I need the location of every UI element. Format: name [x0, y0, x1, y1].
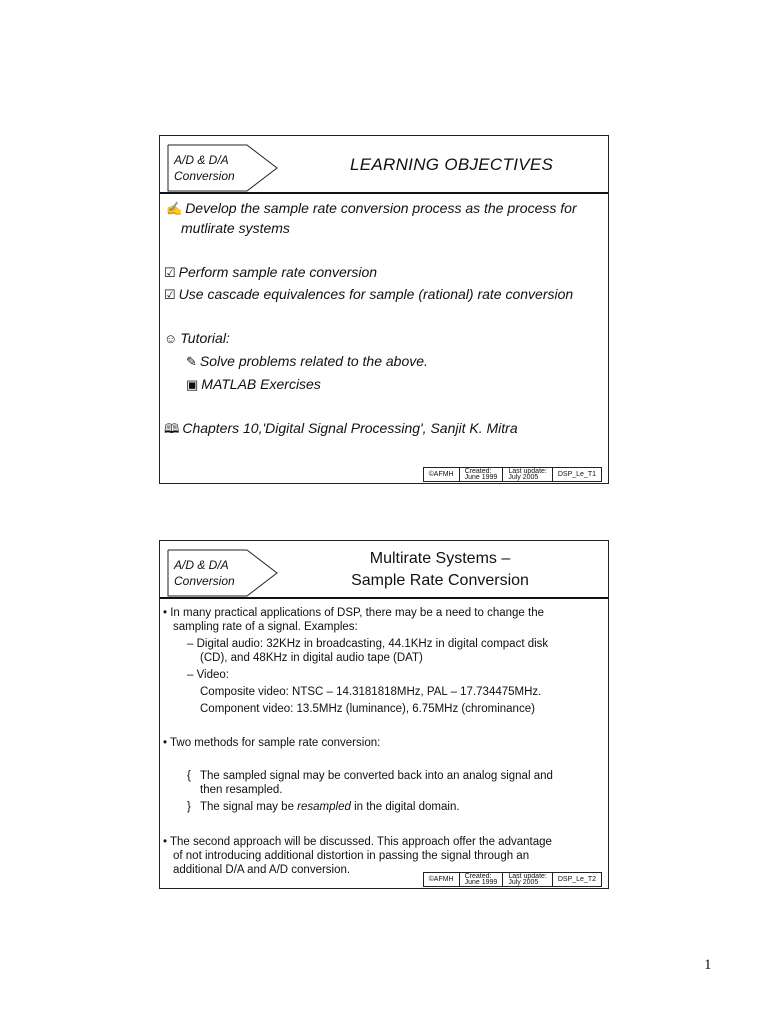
tag-line-1: A/D & D/A	[174, 153, 229, 167]
slide-1	[159, 135, 609, 484]
computer-icon: ▣	[186, 377, 199, 392]
checkbox-checked-icon: ☑	[164, 265, 176, 280]
footer-updated-label: Last update:	[508, 872, 547, 880]
smiley-icon: ☺	[164, 331, 178, 346]
footer-slide-id: DSP_Le_T1	[552, 468, 601, 481]
footer-slide-id: DSP_Le_T2	[552, 873, 601, 886]
footer-copyright: ©AFMH	[428, 471, 454, 478]
objective-line-1: Develop the sample rate conversion process as the process for	[185, 200, 577, 216]
slide-header	[160, 136, 608, 194]
reference-item	[164, 420, 518, 442]
method-2	[200, 800, 460, 814]
paragraph-3-line-2: of not introducing additional distortion in passing the signal through an	[173, 850, 530, 862]
method-2-prefix: The signal may be	[200, 801, 298, 813]
check-item-1	[164, 264, 377, 281]
method-1-line-1: The sampled signal may be converted back into an analog signal and	[200, 770, 553, 782]
footer-updated-date: July 2005	[508, 878, 539, 886]
tutorial-item-2	[186, 376, 321, 393]
slide-title-line-1: Multirate Systems –	[369, 550, 511, 567]
paragraph-2: • Two methods for sample rate conversion:	[163, 737, 381, 749]
footer-updated-date: July 2005	[508, 473, 539, 481]
pencil-icon: ✎	[186, 354, 197, 369]
slide-2	[159, 540, 609, 889]
section-tag	[167, 144, 267, 184]
objective-item	[166, 200, 577, 217]
method-2-marker: }	[187, 801, 191, 813]
objective-line-2: mutlirate systems	[181, 220, 290, 236]
tag-line-1: A/D & D/A	[174, 558, 229, 572]
footer-created-date: June 1999	[464, 473, 498, 481]
slide-footer	[423, 467, 602, 482]
audio-line-1: – Digital audio: 32KHz in broadcasting, 44.1KHz in digital compact disk	[187, 638, 549, 650]
paragraph-3-line-1: • The second approach will be discussed. This approach offer the advantage	[163, 836, 552, 848]
slide-title: LEARNING OBJECTIVES	[350, 155, 554, 174]
check-item-2-text: Use cascade equivalences for sample (rational) rate conversion	[178, 286, 574, 302]
open-book-icon: 🕮	[164, 421, 180, 436]
tutorial-item-2-text: MATLAB Exercises	[201, 376, 321, 392]
component-video: Component video: 13.5MHz (luminance), 6.75MHz (chrominance)	[200, 703, 535, 715]
slide-title-line-2: Sample Rate Conversion	[351, 572, 529, 589]
slide-title	[280, 548, 600, 592]
paragraph-3-line-3: additional D/A and A/D conversion.	[173, 864, 351, 876]
footer-created-label: Created:	[464, 872, 492, 880]
section-tag	[167, 549, 267, 589]
method-1-marker: {	[187, 770, 191, 782]
audio-line-2: (CD), and 48KHz in digital audio tape (DAT)	[200, 652, 423, 664]
tutorial-label: Tutorial:	[180, 330, 230, 346]
pen-writing-icon: ✍	[166, 201, 183, 216]
tag-line-2: Conversion	[174, 169, 235, 183]
section-tag-text	[174, 557, 235, 589]
checkbox-checked-icon: ☑	[164, 287, 176, 302]
footer-updated	[502, 468, 552, 481]
check-item-1-text: Perform sample rate conversion	[178, 264, 378, 280]
paragraph-1-line-2: sampling rate of a signal. Examples:	[173, 621, 358, 633]
footer-updated-label: Last update:	[508, 467, 547, 475]
footer-created-label: Created:	[464, 467, 492, 475]
slide-header	[160, 541, 608, 599]
footer-updated	[502, 873, 552, 886]
reference-text: Chapters 10,'Digital Signal Processing', Sanjit K. Mitra	[182, 420, 518, 436]
footer-copyright: ©AFMH	[428, 876, 454, 883]
tutorial-item-1-text: Solve problems related to the above.	[199, 353, 428, 369]
video-heading: – Video:	[187, 669, 229, 681]
page-number: 1	[704, 957, 712, 973]
check-item-2	[164, 286, 573, 303]
tutorial-heading	[164, 330, 230, 346]
tag-line-2: Conversion	[174, 574, 235, 588]
footer-created	[459, 873, 503, 886]
paragraph-1-line-1: • In many practical applications of DSP, there may be a need to change the	[163, 607, 544, 619]
composite-video: Composite video: NTSC – 14.3181818MHz, PAL – 17.734475MHz.	[200, 686, 542, 698]
footer-created-date: June 1999	[464, 878, 498, 886]
method-2-suffix: in the digital domain.	[350, 801, 460, 813]
tutorial-item-1	[186, 353, 428, 370]
section-tag-text	[174, 152, 235, 184]
footer-created	[459, 468, 503, 481]
method-2-emphasis: resampled	[297, 801, 351, 813]
method-1-line-2: then resampled.	[200, 784, 283, 796]
slide-footer	[423, 872, 602, 887]
